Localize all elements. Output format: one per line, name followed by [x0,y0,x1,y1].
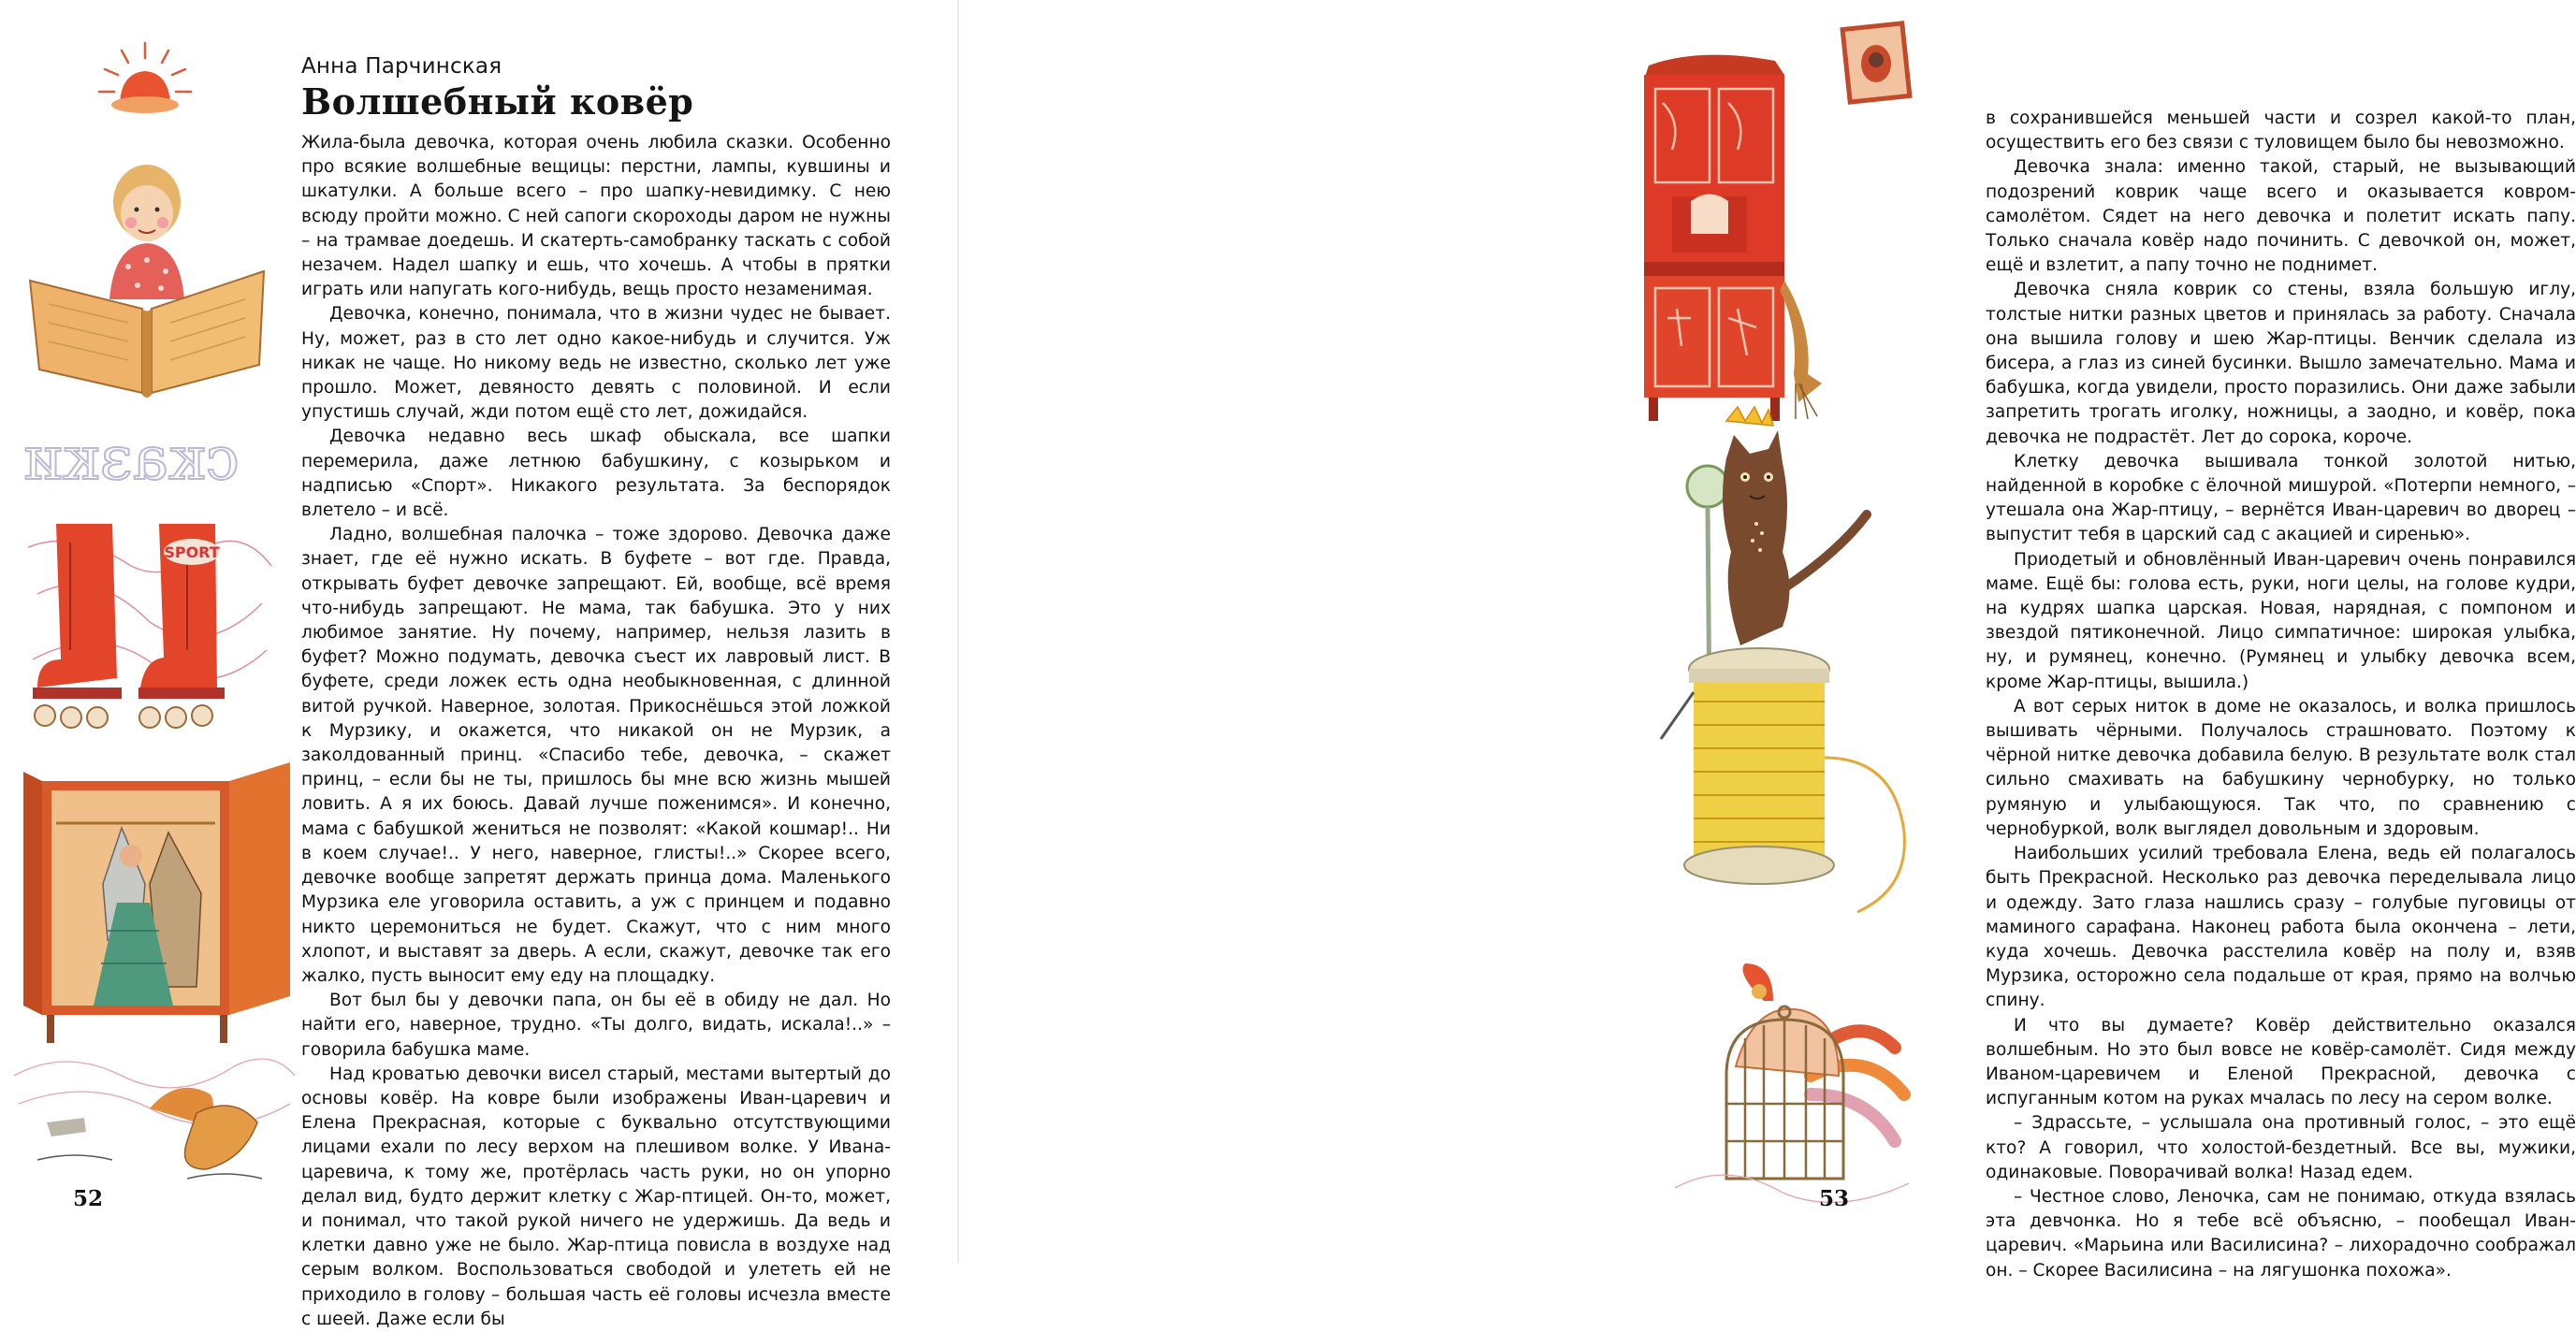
illustration-cat-on-spool [1652,402,1923,926]
paragraph: Наибольших усилий требовала Елена, ведь ей полагалось быть Прекрасной. Несколько раз девочка переделывала лицо и одежду. Зато глаза нашлись сразу – голубые пуговицы от маминого сарафана. Наконец работа была окончена – лети, куда хочешь. Девочка расстелила ковёр на полу и, взяв Мурзика, осторожно села подальше от края, прямо на волчью спину. [1986,844,2576,1011]
illustration-sun [94,37,196,131]
paragraph: – Честное слово, Леночка, сам не понимаю, откуда взялась эта девчонка. Но я тебе всё объясню, – пообещал Иван-царевич. «Марьина или Василисина? – лихорадочно соображал он. – Скорее Василисина – на лягушонка похожа». [1986,1186,2576,1281]
paragraph: И что вы думаете? Ковёр действительно оказался волшебным. Но это был вовсе не ковёр-самолёт. Сидя между Иваном-царевичем и Еленой Прекрасной, девочка с испуганным котом на руках мчалась по лесу на сером волке. [1986,1015,2576,1109]
illustration-cupboard [1635,47,1878,430]
illustration-wardrobe [19,744,299,1052]
illustration-floor-items [9,1038,299,1188]
svg-text:SPORT: SPORT [164,543,220,561]
illustration-lettering-skazki [9,421,253,505]
illustration-girl-with-book [21,150,273,402]
paragraph: Клетку девочка вышивала тонкой золотой нитью, найденной в коробке с ёлочной мишурой. «Потерпи немного, – утешала она Жар-птицу, – вернётся Иван-царевич во дворец – выпустит тебя в царский сад с акацией и сиренью». [1986,451,2576,545]
paragraph: Девочка, конечно, понимала, что в жизни чудес не бывает. Ну, может, раз в сто лет одно какое-нибудь и случится. Уж никак не чаще. Но никому ведь не известно, сколько лет уже прошло. Может, девяносто девять с половиной. И если упустишь случай, жди потом ещё сто лет, дожидайся. [301,304,891,423]
right-page-text [1986,107,2576,1283]
illustration-firebird-cage [1670,945,1914,1207]
paragraph: Жила-была девочка, которая очень любила сказки. Особенно про всякие волшебные вещицы: перстни, лампы, кувшины и шкатулки. А больше всего – про шапку-невидимку. С нею всюду пройти можно. С ней сапоги скороходы даром не нужны – на трамвае доедешь. И скатерть-самобранку таскать с собой незачем. Надел шапку и ешь, что хочешь. А чтобы в прятки играть или напугать кого-нибудь, вещь просто незаменимая. [301,133,891,300]
page-number-right: 53 [1819,1186,1850,1211]
paragraph: Приодетый и обновлённый Иван-царевич очень понравился маме. Ещё бы: голова есть, руки, ноги целы, на голове кудри, на кудрях шапка царская. Новая, нарядная, с помпоном и звездой пятиконечной. Лицо симпатичное: широкая улыбка, ну, и румянец, конечно. (Румянец и улыбку девочка всем, кроме Жар-птицы, вышила.) [1986,549,2576,692]
svg-text:сказки: сказки [22,425,240,494]
author-name: Анна Парчинская [301,54,502,79]
paragraph: – Здрассьте, – услышала она противный голос, – это ещё кто? А говорил, что холостой-бездетный. Все вы, мужики, одинаковые. Поворачивай волка! Назад едем. [1986,1113,2576,1182]
paragraph: в сохранившейся меньшей части и созрел какой-то план, осуществить его без связи с туловищем было бы невозможно. [1986,109,2576,153]
paragraph: Вот был бы у девочки папа, он бы её в обиду не дал. Но найти его, наверное, трудно. «Ты долго, видать, искала!..» – говорила бабушка маме. [301,991,891,1060]
paragraph: Девочка сняла коврик со стены, взяла большую иглу, толстые нитки разных цветов и принялась за работу. Сначала она вышила голову и шею Жар-птицы. Венчик сделала из бисера, а глаз из синей бусинки. Вышло замечательно. Мама и бабушка, когда увидели, просто поразились. Они даже забыли запретить трогать иголку, ножницы, а заодно, и ковёр, пока девочка не подрастёт. Лет до сорока, короче. [1986,280,2576,447]
illustration-sport-boots [19,510,281,744]
paragraph: Девочка недавно весь шкаф обыскала, все шапки перемерила, даже летнюю бабушкину, с козырьком и надписью «Спорт». Никакого результата. За беспорядок влетело – и всё. [301,427,891,521]
paragraph: Над кроватью девочки висел старый, местами вытертый до основы ковёр. На ковре были изображены Иван-царевич и Елена Прекрасная, которые с буквально отсутствующими лицами ехали по лесу верхом на плешивом волке. У Ивана-царевича, к тому же, протёрлась часть руки, но он упорно делал вид, будто держит клетку с Жар-птицей. Он-то, может, и понимал, что такой рукой ничего не удержишь. Да ведь и клетки давно уже не было. Жар-птица повисла в воздухе над серым волком. Воспользоваться свободой и улететь ей не приходило в голову – большая часть её головы исчезла вместе с шеей. Даже если бы [301,1064,891,1329]
right-page [959,0,2576,1281]
paragraph: Ладно, волшебная палочка – тоже здорово. Девочка даже знает, где её нужно искать. В буфете – вот где. Правда, открывать буфет девочке запрещают. Ей, вообще, всё время что-нибудь запрещают. Не мама, так бабушка. Это у них любимое занятие. Ну почему, например, нельзя лазить в буфет? Можно подумать, девочка съест их лавровый лист. В буфете, среди ложек есть одна необыкновенная, с длинной витой ручкой. Наверное, золотая. Прикоснёшься этой ложкой к Мурзику, и окажется, что никакой он не Мурзик, а заколдованный принц. «Спасибо тебе, девочка, – скажет принц, – если бы не ты, пришлось бы мне всю жизнь мышей ловить. А я их боюсь. Давай лучше поженимся». И конечно, мама с бабушкой жениться не позволят: «Какой кошмар!.. Ни в коем случае!.. У него, наверное, глисты!..» Скорее всего, девочке вообще запретят держать принца дома. Маленького Мурзика еле уговорила оставить, а уж с принцем и подавно никто церемониться не будет. Скажут, что с ним много хлопот, и выставят за дверь. А если, скажут, девочке так его жалко, пусть выносит ему еду на площадку. [301,525,891,986]
paragraph: А вот серых ниток в доме не оказалось, и волка пришлось вышивать чёрными. Получалось страшновато. Поэтому к чёрной нитке девочка добавила белую. В результате волк стал сильно смахивать на бабушкину чернобурку, но только румяную и улыбающуюся. Так что, по сравнению с чернобуркой, волк выглядел довольным и здоровым. [1986,696,2576,839]
page-number-left: 52 [73,1186,104,1211]
left-page [0,0,957,1329]
story-title: Волшебный ковёр [301,80,694,123]
left-page-text [301,131,891,1332]
paragraph: Девочка знала: именно такой, старый, не вызывающий подозрений коврик чаще всего и оказывается ковром-самолётом. Сядет на него девочка и полетит искать папу. Только сначала ковёр надо починить. С девочкой он, может, ещё и взлетит, а папу точно не поднимет. [1986,157,2576,276]
